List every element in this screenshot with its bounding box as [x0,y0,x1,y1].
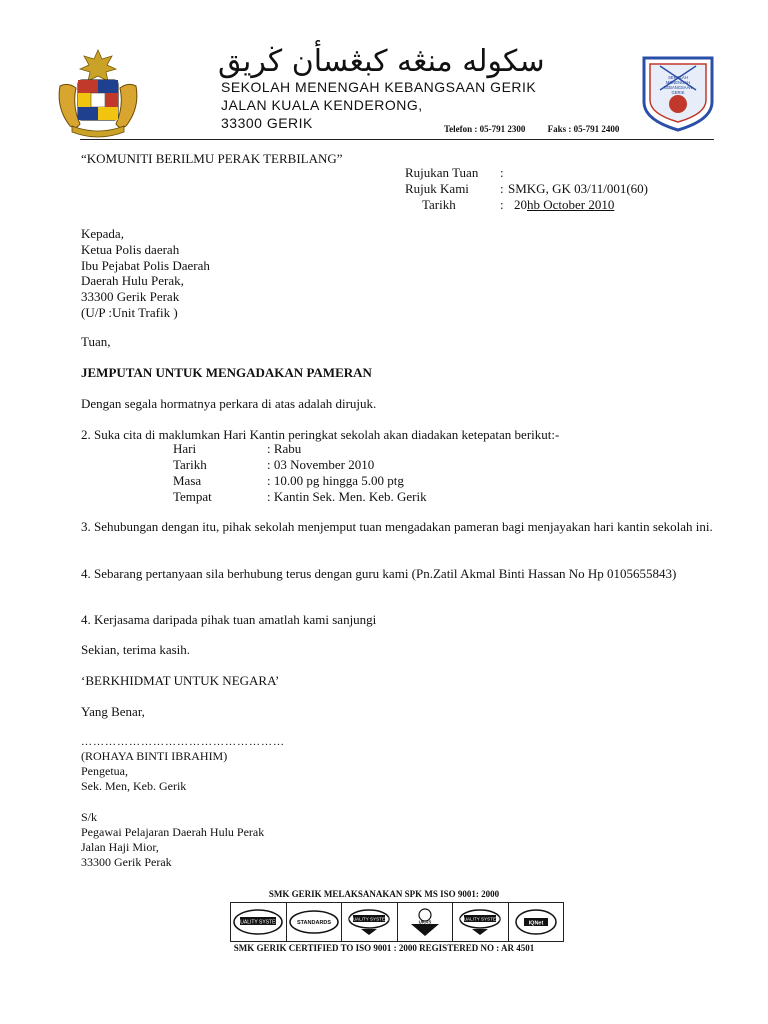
badge-cell [509,903,564,941]
address-line: (U/P :Unit Trafik ) [81,304,178,320]
cc-label: S/k [81,810,98,824]
school-logo-text-1: SEKOLAH [668,75,688,80]
date-value-prefix: 20 [514,197,527,212]
reference-label: Rujukan Tuan [405,165,479,180]
faks-text: Faks : 05-791 2400 [547,124,620,134]
school-name: SEKOLAH MENENGAH KEBANGSAAN GERIK [221,79,537,95]
badge-cell [231,903,287,941]
detail-label: Tarikh [173,457,207,472]
quality-system-badge-icon [343,907,395,937]
reference-label: Tarikh [422,197,456,212]
date-value-underlined: hb October 2010 [527,197,615,212]
certification-badges [230,902,564,942]
iqnet-badge-icon [513,907,559,937]
address-line: Ketua Polis daerah [81,241,180,257]
event-details [173,441,427,505]
detail-value: : 03 November 2010 [267,457,375,472]
school-logo-icon [640,52,716,132]
cc-line: 33300 Gerik Perak [81,855,172,869]
reference-row: Tarikh : 20 hb October 2010 [405,197,648,213]
detail-value: : 10.00 pg hingga 5.00 ptg [267,473,404,488]
detail-label: Masa [173,473,202,488]
cc-block [81,810,264,870]
address-line: 33300 Gerik Perak [81,289,180,305]
school-logo-text-4: GERIK [671,90,685,95]
address-line: Daerah Hulu Perak, [81,273,184,289]
paragraph-3: 3. Sehubungan dengan itu, pihak sekolah menjemput tuan mengadakan pameran bagi menjayakan hari kantin sekolah ini. [81,519,713,534]
badge-cell [398,903,454,941]
paragraph-4: 4. Sebarang pertanyaan sila berhubung terus dengan guru kami (Pn.Zatil Akmal Binti Hassan No Hp 0105655843) [81,566,677,581]
svg-text:QUALITY SYSTEM: QUALITY SYSTEM [349,916,390,922]
detail-row [173,473,427,489]
cc-line: Jalan Haji Mior, [81,840,159,854]
reference-value: SMKG, GK 03/11/001(60) [508,181,648,196]
footer-registration: SMK GERIK CERTIFIED TO ISO 9001 : 2000 REGISTERED NO : AR 4501 [233,943,535,953]
detail-label: Tempat [173,489,212,504]
svg-text:QUALITY SYSTEM: QUALITY SYSTEM [236,919,280,926]
detail-row [173,441,427,457]
reference-block [405,165,648,213]
motto-top: “KOMUNITI BERILMU PERAK TERBILANG” [81,151,343,166]
badge-cell [287,903,343,941]
cc-line: Pegawai Pelajaran Daerah Hulu Perak [81,825,265,839]
school-logo-text-3: KEBANGSAAN [663,85,693,90]
quality-system-badge-icon [232,907,284,937]
quality-system-badge-icon [454,907,506,937]
standards-badge-icon [288,907,340,937]
svg-text:STANDARDS: STANDARDS [296,920,331,926]
contact-line [444,124,639,134]
footer-iso-statement: SMK GERIK MELAKSANAKAN SPK MS ISO 9001: 2000 [268,889,500,899]
svg-text:IQNet: IQNet [528,920,544,927]
telefon-text: Telefon : 05-791 2300 [444,124,526,134]
svg-text:QUALITY SYSTEM: QUALITY SYSTEM [460,916,501,922]
subject-heading: JEMPUTAN UNTUK MENGADAKAN PAMERAN [81,365,372,380]
sign-off: Yang Benar, [81,704,145,719]
signer-block [81,749,227,794]
reference-row: Rujuk Kami : SMKG, GK 03/11/001(60) [405,181,648,196]
malaysia-coat-of-arms-icon [52,46,144,138]
school-name-jawi: سکوله منڠه کبڠسأن ڬريق [218,44,545,79]
signer-name: (ROHAYA BINTI IBRAHIM) [81,749,228,763]
closing-line: Sekian, terima kasih. [81,642,191,657]
detail-value: : Kantin Sek. Men. Keb. Gerik [267,489,427,504]
reference-label: Rujuk Kami [405,181,469,196]
school-street: JALAN KUALA KENDERONG, [221,97,423,113]
detail-label: Hari [173,441,197,456]
svg-text:UKAS: UKAS [418,919,432,925]
motto-bottom: ‘BERKHIDMAT UNTUK NEGARA’ [81,673,280,688]
school-postcode: 33300 GERIK [221,115,313,131]
badge-cell [453,903,509,941]
paragraph-5: 4. Kerjasama daripada pihak tuan amatlah kami sanjungi [81,612,377,627]
address-line: Ibu Pejabat Polis Daerah [81,257,210,273]
header-divider [80,139,714,140]
paragraph-2: 2. Suka cita di maklumkan Hari Kantin peringkat sekolah akan diadakan ketepatan berikut:- [81,427,560,442]
detail-row [173,489,427,505]
salutation: Tuan, [81,334,111,349]
badge-cell [342,903,398,941]
signature-line: …………………………………………… [81,736,285,748]
reference-row: Rujukan Tuan : [405,165,504,180]
address-line: Kepada, [81,226,124,241]
signer-school: Sek. Men, Keb. Gerik [81,779,187,793]
intro-paragraph: Dengan segala hormatnya perkara di atas adalah dirujuk. [81,396,377,411]
recipient-address [81,226,210,321]
detail-value: : Rabu [267,441,302,456]
signer-title: Pengetua, [81,764,128,778]
detail-row [173,457,427,473]
school-logo-text-2: MENENGAH [665,80,691,85]
ukas-badge-icon [405,906,445,938]
